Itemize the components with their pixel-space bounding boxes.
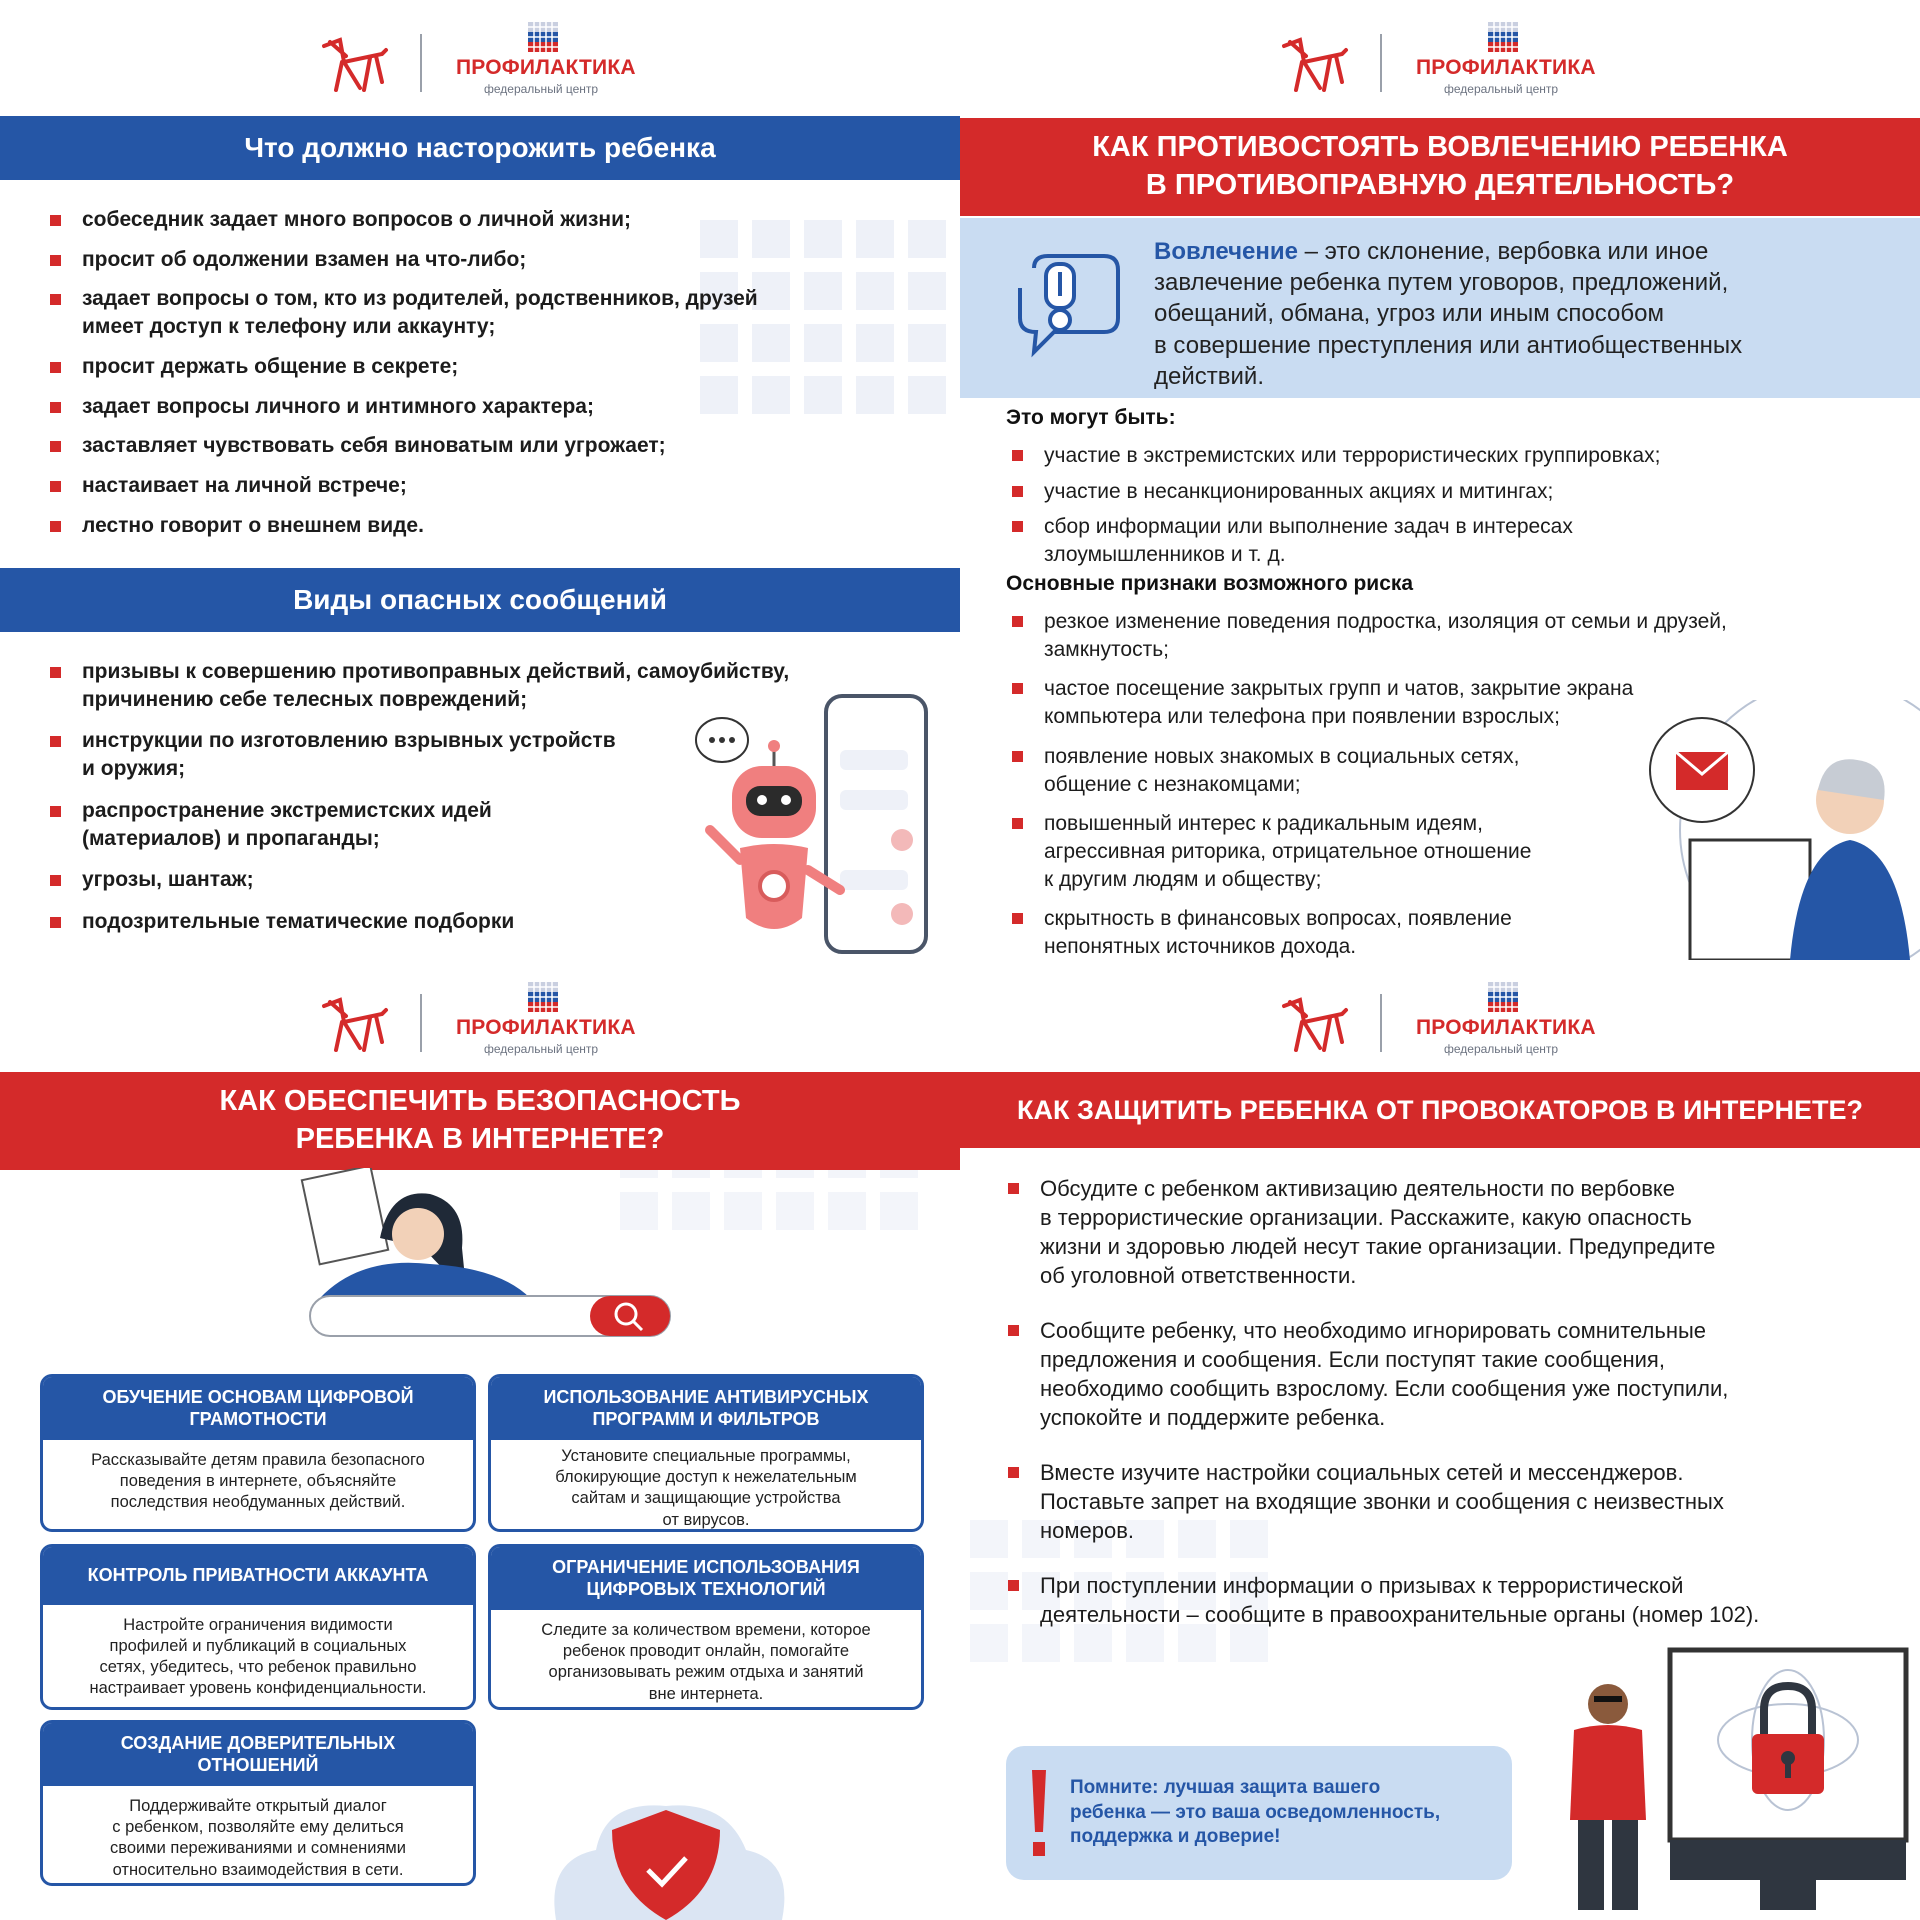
list-item: появление новых знакомых в социальных сетях, общение с незнакомцами;	[1012, 743, 1892, 798]
list-item: задает вопросы личного и интимного характера;	[50, 393, 900, 421]
logo-header	[960, 982, 1920, 1062]
bullet-icon	[50, 521, 61, 532]
card-title: СОЗДАНИЕ ДОВЕРИТЕЛЬНЫХ ОТНОШЕНИЙ	[43, 1723, 473, 1786]
bullet-icon	[1008, 1325, 1019, 1336]
search-bar-icon	[310, 1296, 670, 1336]
list-item: лестно говорит о внешнем виде.	[50, 512, 900, 540]
list-item: резкое изменение поведения подростка, изоляция от семьи и друзей, замкнутость;	[1012, 608, 1892, 663]
definition-term: Вовлечение	[1154, 238, 1298, 265]
list-item: Сообщите ребенку, что необходимо игнорировать сомнительные предложения и сообщения. Если поступят такие сообщения, необходимо сообщить взрослому. Если сообщения уже поступили, успокойте и поддержите ребенка.	[1008, 1316, 1888, 1432]
bullet-icon	[1012, 818, 1023, 829]
bullet-icon	[50, 215, 61, 226]
robot-icon	[710, 740, 840, 929]
section-heading	[960, 1072, 1920, 1148]
card-title: ОБУЧЕНИЕ ОСНОВАМ ЦИФРОВОЙ ГРАМОТНОСТИ	[43, 1377, 473, 1440]
card-body: Следите за количеством времени, которое ребенок проводит онлайн, помогайте организовывать режим отдыха и занятий вне интернета.	[541, 1621, 871, 1703]
bullet-icon	[50, 441, 61, 452]
smartphone-icon	[826, 696, 926, 952]
man-in-red-jacket-icon	[1570, 1684, 1646, 1910]
panel-warning-signs	[0, 0, 960, 960]
heading-line-2: РЕБЕНКА В ИНТЕРНЕТЕ?	[295, 1123, 665, 1155]
section-heading	[0, 116, 960, 180]
woman-search-illustration	[240, 1168, 680, 1338]
tip-card	[488, 1544, 924, 1710]
tip-card	[40, 1544, 476, 1710]
list-item: распространение экстремистских идей (материалов) и пропаганды;	[50, 797, 900, 852]
list-item: подозрительные тематические подборки	[50, 908, 900, 936]
remember-text: Помните: лучшая защита вашего ребенка — это ваша осведомленность, поддержка и доверие!	[1070, 1777, 1441, 1848]
bullet-icon	[50, 402, 61, 413]
chair-logo-icon	[320, 992, 394, 1056]
list-item: повышенный интерес к радикальным идеям, агрессивная риторика, отрицательное отношение к другим людям и обществу;	[1012, 810, 1892, 893]
logo-separator	[420, 34, 422, 92]
definition-body: – это склонение, вербовка или иное завлечение ребенка путем уговоров, предложений, обещаний, обмана, угроз или иным способом в совершение преступления или антиобщественных действий.	[1154, 238, 1743, 390]
logo-header	[0, 22, 960, 102]
list-item: угрозы, шантаж;	[50, 866, 900, 894]
bullet-icon	[50, 736, 61, 747]
panel-involvement	[960, 0, 1920, 960]
advice-list	[1008, 1174, 1888, 1655]
heading-line-1: КАК ПРОТИВОСТОЯТЬ ВОВЛЕЧЕНИЮ РЕБЕНКА	[1092, 131, 1788, 164]
card-title: ОГРАНИЧЕНИЕ ИСПОЛЬЗОВАНИЯ ЦИФРОВЫХ ТЕХНОЛОГИЙ	[491, 1547, 921, 1610]
card-body: Настройте ограничения видимости профилей и публикаций в социальных сетях, убедитесь, что ребенок правильно настраивает уровень конфиденциальности.	[89, 1615, 427, 1697]
bullet-icon	[50, 806, 61, 817]
logo-name: ПРОФИЛАКТИКА	[456, 56, 636, 79]
heading-line-1: КАК ОБЕСПЕЧИТЬ БЕЗОПАСНОСТЬ	[219, 1085, 741, 1118]
section-heading	[960, 118, 1920, 216]
bullet-icon	[1008, 1183, 1019, 1194]
bullet-icon	[50, 917, 61, 928]
exclamation-icon	[1028, 1770, 1050, 1860]
list-item: При поступлении информации о призывах к террористической деятельности – сообщите в правоохранительные органы (номер 102).	[1008, 1571, 1888, 1629]
panel-internet-safety	[0, 960, 960, 1920]
document-icon	[302, 1168, 388, 1264]
list-item: частое посещение закрытых групп и чатов, закрытие экрана компьютера или телефона при появлении взрослых;	[1012, 675, 1892, 730]
flag-grid-icon	[1488, 982, 1518, 1012]
logo-subtitle: федеральный центр	[484, 82, 599, 96]
bullet-icon	[1012, 913, 1023, 924]
warning-chat-icon	[1004, 248, 1124, 364]
logo-name: ПРОФИЛАКТИКА	[456, 1016, 636, 1039]
man-monitor-illustration	[1520, 1640, 1920, 1920]
robot-phone-illustration	[680, 690, 960, 960]
tip-card	[488, 1374, 924, 1532]
flag-grid-icon	[528, 22, 558, 52]
bullet-icon	[50, 294, 61, 305]
shield-cloud-illustration	[536, 1740, 796, 1920]
bullet-icon	[50, 875, 61, 886]
chair-logo-icon	[1280, 992, 1354, 1056]
heading-text: КАК ЗАЩИТИТЬ РЕБЕНКА ОТ ПРОВОКАТОРОВ В ИНТЕРНЕТЕ?	[1017, 1094, 1863, 1125]
chair-logo-icon	[320, 32, 394, 96]
subheading: Основные признаки возможного риска	[1006, 572, 1414, 595]
logo-separator	[1380, 34, 1382, 92]
card-body: Поддерживайте открытый диалог с ребенком, позволяйте ему делиться своими переживаниями и сомнениями относительно взаимодействия в сети.	[110, 1797, 406, 1879]
warning-list	[50, 206, 900, 551]
definition-text	[1154, 236, 1894, 392]
list-item: Обсудите с ребенком активизацию деятельности по вербовке в террористические организации. Расскажите, какую опасность жизни и здоровью людей несут такие организации. Предупредите об уголовной ответственности.	[1008, 1174, 1888, 1290]
bullet-icon	[1012, 683, 1023, 694]
card-title: КОНТРОЛЬ ПРИВАТНОСТИ АККАУНТА	[43, 1547, 473, 1605]
logo-name: ПРОФИЛАКТИКА	[1416, 56, 1596, 79]
logo-header	[960, 22, 1920, 102]
list-item: просит держать общение в секрете;	[50, 353, 900, 381]
card-body: Установите специальные программы, блокирующие доступ к нежелательным сайтам и защищающие устройства от вирусов.	[555, 1447, 857, 1529]
bullet-icon	[50, 255, 61, 266]
logo-subtitle: федеральный центр	[484, 1042, 599, 1056]
logo-separator	[420, 994, 422, 1052]
chat-bubble-icon	[696, 718, 748, 762]
list-item: заставляет чувствовать себя виноватым или угрожает;	[50, 432, 900, 460]
list-item: настаивает на личной встрече;	[50, 472, 900, 500]
card-body: Рассказывайте детям правила безопасного поведения в интернете, объясняйте последствия необдуманных действий.	[91, 1451, 425, 1512]
list-item: собеседник задает много вопросов о личной жизни;	[50, 206, 900, 234]
bullet-icon	[1012, 521, 1023, 532]
bullet-icon	[1012, 486, 1023, 497]
section-heading	[0, 1072, 960, 1170]
envelope-icon	[1650, 718, 1754, 822]
bullet-icon	[50, 481, 61, 492]
tip-card	[40, 1374, 476, 1532]
flag-grid-icon	[528, 982, 558, 1012]
card-title: ИСПОЛЬЗОВАНИЕ АНТИВИРУСНЫХ ПРОГРАММ И ФИЛЬТРОВ	[491, 1377, 921, 1440]
logo-subtitle: федеральный центр	[1444, 1042, 1559, 1056]
section-heading	[0, 568, 960, 632]
bullet-icon	[1008, 1467, 1019, 1478]
list-item: участие в экстремистских или террористических группировках;	[1012, 442, 1892, 470]
logo-name: ПРОФИЛАКТИКА	[1416, 1016, 1596, 1039]
logo-header	[0, 982, 960, 1062]
heading-text: Что должно насторожить ребенка	[244, 132, 716, 163]
subheading: Это могут быть:	[1006, 406, 1176, 429]
bullet-icon	[1008, 1580, 1019, 1591]
heading-text: Виды опасных сообщений	[293, 584, 667, 615]
list-item: участие в несанкционированных акциях и митингах;	[1012, 478, 1892, 506]
logo-separator	[1380, 994, 1382, 1052]
person-computer-illustration	[1640, 700, 1920, 960]
remember-callout	[1006, 1746, 1512, 1880]
bullet-icon	[50, 667, 61, 678]
heading-line-2: В ПРОТИВОПРАВНУЮ ДЕЯТЕЛЬНОСТЬ?	[1145, 169, 1735, 201]
list-item: Вместе изучите настройки социальных сетей и мессенджеров. Поставьте запрет на входящие звонки и сообщения с неизвестных номеров.	[1008, 1458, 1888, 1545]
involvement-list	[1012, 442, 1892, 577]
chair-logo-icon	[1280, 32, 1354, 96]
list-item: просит об одолжении взамен на что-либо;	[50, 246, 900, 274]
panel-provocateurs	[960, 960, 1920, 1920]
list-item: сбор информации или выполнение задач в интересах злоумышленников и т. д.	[1012, 513, 1892, 568]
flag-grid-icon	[1488, 22, 1518, 52]
bullet-icon	[50, 362, 61, 373]
bullet-icon	[1012, 751, 1023, 762]
list-item: инструкции по изготовлению взрывных устройств и оружия;	[50, 727, 900, 782]
list-item: задает вопросы о том, кто из родителей, родственников, друзей имеет доступ к телефону или аккаунту;	[50, 285, 900, 340]
tip-card	[40, 1720, 476, 1886]
bullet-icon	[1012, 616, 1023, 627]
definition-box	[960, 218, 1920, 398]
logo-subtitle: федеральный центр	[1444, 82, 1559, 96]
list-item: скрытность в финансовых вопросах, появление непонятных источников дохода.	[1012, 905, 1892, 960]
list-item: призывы к совершению противоправных действий, самоубийству, причинению себе телесных повреждений;	[50, 658, 900, 713]
bullet-icon	[1012, 450, 1023, 461]
